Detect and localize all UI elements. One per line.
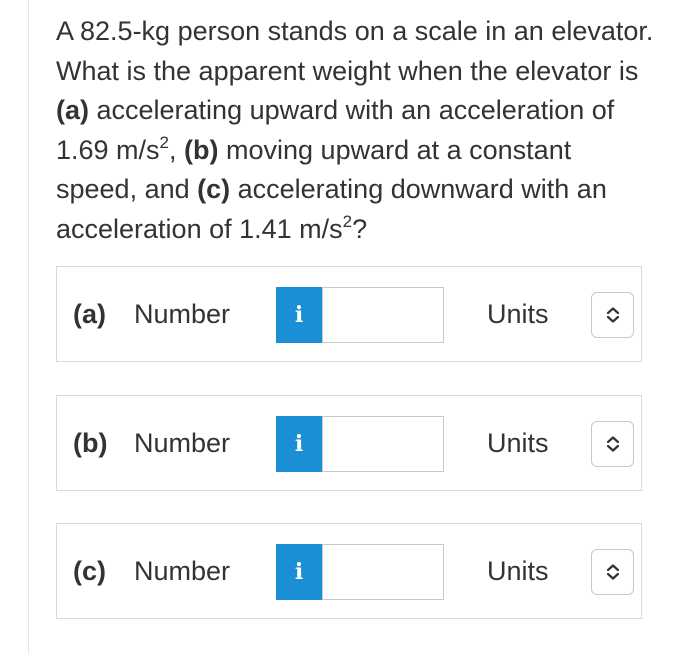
info-icon[interactable]: i — [276, 544, 322, 600]
answer-box-c — [56, 523, 642, 619]
question-text — [56, 12, 656, 249]
part-label: (b) — [73, 428, 108, 458]
number-label: Number — [134, 299, 231, 329]
question-segment: moving upward at a constant speed, and — [56, 134, 572, 204]
part-label: (c) — [73, 556, 106, 586]
info-icon[interactable]: i — [276, 287, 322, 343]
units-select-a[interactable] — [591, 292, 634, 338]
exponent: 2 — [159, 132, 170, 152]
up-down-chevron-icon — [606, 436, 620, 452]
units-label: Units — [487, 299, 549, 329]
left-divider — [28, 0, 29, 654]
up-down-chevron-icon — [606, 564, 620, 580]
part-label: (a) — [73, 299, 106, 329]
number-input-b[interactable] — [322, 416, 444, 472]
up-down-chevron-icon — [606, 307, 620, 323]
units-label: Units — [487, 428, 549, 458]
part-c-marker: (c) — [197, 174, 231, 204]
units-select-c[interactable] — [591, 549, 634, 595]
answer-box-a — [56, 266, 642, 362]
part-b-marker: (b) — [184, 134, 219, 165]
exponent: 2 — [342, 211, 353, 231]
part-a-marker: (a) — [56, 95, 89, 125]
units-select-b[interactable] — [591, 421, 634, 467]
number-label: Number — [134, 556, 231, 586]
units-label: Units — [487, 556, 549, 586]
answer-box-b — [56, 395, 642, 491]
question-segment: ? — [352, 213, 368, 244]
question-segment: accelerating upward with an acceleration of 1.69 m/s — [56, 95, 615, 165]
number-input-c[interactable] — [322, 544, 444, 600]
question-segment: , — [169, 134, 185, 165]
info-icon[interactable]: i — [276, 416, 322, 472]
question-segment: accelerating downward with an acceleration of 1.41 m/s — [56, 174, 607, 244]
number-label: Number — [134, 428, 231, 458]
number-input-a[interactable] — [322, 287, 444, 343]
question-segment: A 82.5-kg person stands on a scale in an elevator. What is the apparent weight when the elevator is — [56, 16, 654, 86]
